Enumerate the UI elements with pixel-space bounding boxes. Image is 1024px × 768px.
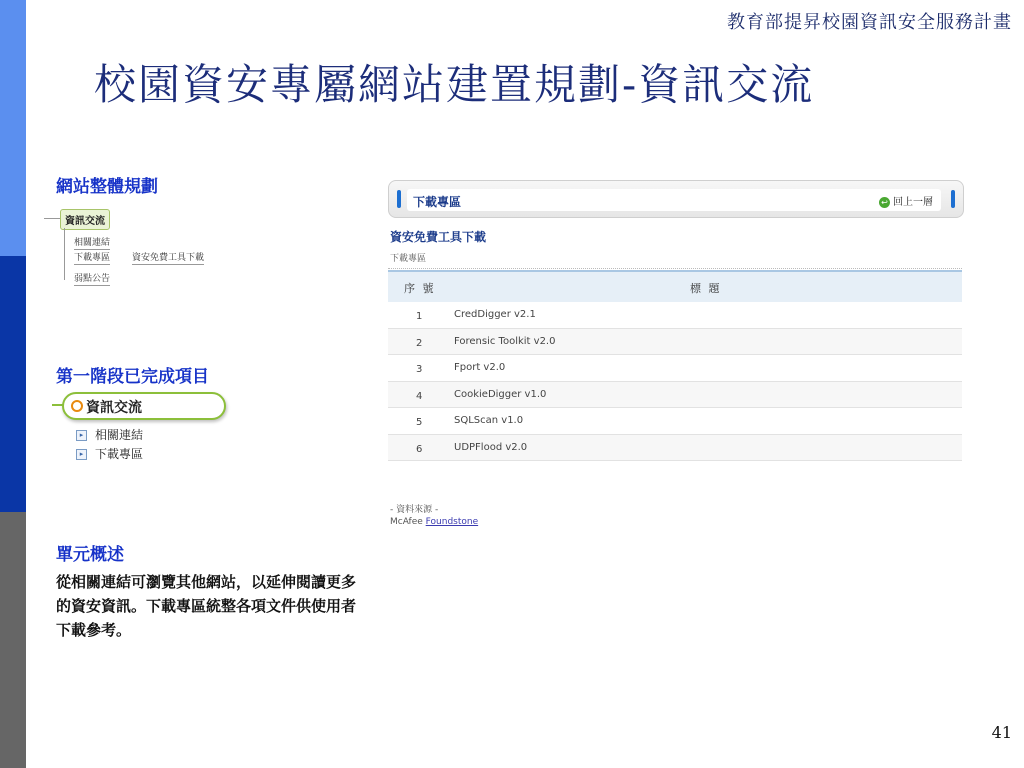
row-title[interactable]: CredDigger v2.1 (454, 309, 536, 320)
source-credit (390, 517, 478, 527)
summary-text: 從相關連結可瀏覽其他網站，以延伸閱讀更多的資安資訊。下載專區統整各項文件供使用者下載參考。 (56, 573, 357, 639)
bullet-circle-icon (71, 400, 83, 412)
side-bar-middle (0, 256, 26, 512)
summary-heading: 單元概述 (56, 545, 124, 565)
row-number: 1 (416, 311, 423, 322)
phase1-mindmap (52, 390, 252, 470)
table-row[interactable] (388, 355, 962, 382)
mindmap-node (76, 426, 143, 443)
row-number: 3 (416, 364, 423, 375)
back-link-label: 回上一層 (893, 197, 933, 208)
mindmap-node: 下載專區 (74, 250, 110, 265)
mindmap-subnode: 資安免費工具下載 (132, 250, 204, 265)
row-title[interactable]: Fport v2.0 (454, 362, 506, 373)
connector-line (64, 228, 65, 280)
row-title[interactable]: UDPFlood v2.0 (454, 441, 528, 453)
page-number: 41 (991, 723, 1012, 742)
mindmap-node-label: 相關連結 (95, 428, 144, 442)
table-header (388, 270, 962, 302)
download-table (388, 270, 962, 461)
row-number: 4 (416, 390, 423, 402)
download-topbar (388, 180, 964, 218)
mindmap-node (76, 445, 143, 462)
topbar-right-cap (951, 190, 955, 208)
mindmap-node-label: 下載專區 (95, 447, 144, 461)
topbar-left-cap (397, 190, 401, 208)
download-page-screenshot (388, 180, 964, 540)
source-vendor: McAfee (390, 517, 423, 527)
topbar-inner (407, 189, 941, 211)
back-arrow-icon: ↩ (879, 197, 890, 208)
side-bar (0, 0, 26, 768)
mindmap-node: 弱點公告 (74, 271, 110, 286)
row-number: 5 (416, 417, 423, 428)
column-header-title: 標 題 (690, 282, 722, 295)
site-plan-heading: 網站整體規劃 (56, 177, 158, 197)
source-label: - 資料來源 - (390, 505, 439, 515)
slide-title: 校園資安專屬網站建置規劃-資訊交流 (94, 60, 815, 109)
row-number: 6 (416, 443, 423, 455)
mindmap-node: 相關連結 (74, 235, 110, 250)
table-row[interactable] (388, 382, 962, 409)
back-link[interactable] (879, 193, 933, 208)
page-title: 資安免費工具下載 (390, 230, 487, 244)
row-number: 2 (416, 337, 423, 349)
row-title[interactable]: CookieDigger v1.0 (454, 388, 547, 400)
organization-name: 教育部提昇校園資訊安全服務計畫 (727, 12, 1012, 33)
expand-arrow-icon: ▸ (76, 449, 87, 460)
table-row[interactable] (388, 435, 962, 462)
side-bar-bottom (0, 512, 26, 768)
divider (388, 268, 962, 269)
phase1-heading: 第一階段已完成項目 (56, 367, 209, 387)
table-row[interactable] (388, 302, 962, 329)
site-plan-mindmap (44, 208, 244, 288)
table-row[interactable] (388, 329, 962, 356)
row-title[interactable]: Forensic Toolkit v2.0 (454, 335, 556, 347)
expand-arrow-icon: ▸ (76, 430, 87, 441)
mindmap-root: 資訊交流 (60, 209, 110, 230)
table-row[interactable] (388, 408, 962, 435)
column-header-number: 序 號 (404, 282, 436, 295)
source-link[interactable]: Foundstone (425, 517, 479, 527)
side-bar-top (0, 0, 26, 256)
breadcrumb[interactable]: 下載專區 (390, 254, 427, 264)
topbar-label: 下載專區 (413, 195, 462, 209)
mindmap-root: 資訊交流 (86, 400, 142, 416)
row-title[interactable]: SQLScan v1.0 (454, 415, 524, 426)
mindmap-root-pill (62, 392, 226, 420)
connector-line (44, 218, 60, 219)
